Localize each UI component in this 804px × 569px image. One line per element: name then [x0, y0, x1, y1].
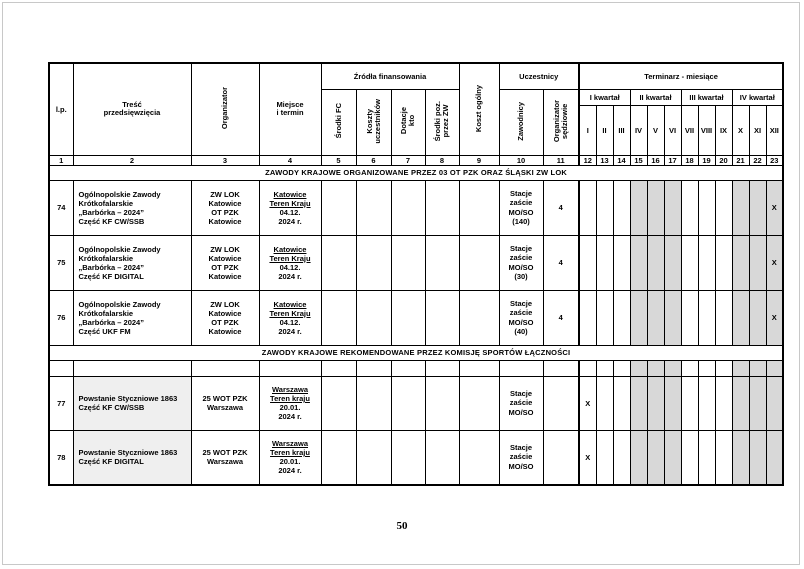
- row-month-3: [613, 376, 630, 430]
- row-title: [73, 235, 191, 290]
- row-lp: 77: [49, 376, 73, 430]
- row-organizer: [191, 430, 259, 485]
- row-funding-cell: [391, 180, 425, 235]
- row-month-12: X: [766, 235, 783, 290]
- text-line: Powstanie Styczniowe 1863: [78, 394, 178, 403]
- text-line: zaście: [509, 398, 533, 408]
- row-month-7: [681, 430, 698, 485]
- spacer-cell: [681, 360, 698, 376]
- row-competitors: [499, 290, 543, 345]
- header-funding-3: [391, 89, 425, 155]
- column-number: 21: [732, 155, 749, 165]
- row-title: [73, 376, 191, 430]
- row-judges: 4: [543, 235, 579, 290]
- row-funding-cell: [459, 376, 499, 430]
- row-month-10: [732, 290, 749, 345]
- spacer-cell: [766, 360, 783, 376]
- text-line: 2024 r.: [278, 466, 302, 475]
- row-month-5: [647, 180, 664, 235]
- header-month-12: XII: [766, 105, 783, 155]
- column-number: 16: [647, 155, 664, 165]
- header-month-7: VII: [681, 105, 698, 155]
- row-month-9: [715, 180, 732, 235]
- row-funding-cell: [425, 235, 459, 290]
- row-competitors: [499, 180, 543, 235]
- text-line: Katowice: [273, 189, 307, 199]
- header-month-1: I: [579, 105, 596, 155]
- column-number: 6: [356, 155, 391, 165]
- text-line: (40): [514, 326, 528, 336]
- row-funding-cell: [356, 235, 391, 290]
- text-line: Katowice: [208, 198, 242, 208]
- column-number: 5: [321, 155, 356, 165]
- table-row: [49, 235, 783, 290]
- spacer-cell: [321, 360, 356, 376]
- text-line: MO/SO: [508, 262, 534, 272]
- row-funding-cell: [356, 430, 391, 485]
- column-number: 7: [391, 155, 425, 165]
- row-month-11: [749, 180, 766, 235]
- page-number: 50: [396, 520, 408, 532]
- row-funding-cell: [356, 290, 391, 345]
- text-line: 2024 r.: [278, 216, 302, 226]
- section-row: [49, 165, 783, 180]
- text-line: Teren Kraju: [269, 308, 311, 318]
- row-funding-cell: [321, 376, 356, 430]
- row-month-5: [647, 430, 664, 485]
- row-funding-cell: [356, 180, 391, 235]
- header-month-3: III: [613, 105, 630, 155]
- column-number: 4: [259, 155, 321, 165]
- header-funding-group: Źródła finansowania: [321, 63, 459, 89]
- row-month-2: [596, 376, 613, 430]
- text-line: Część UKF FM: [78, 326, 131, 336]
- row-place: [259, 430, 321, 485]
- column-number: 15: [630, 155, 647, 165]
- text-line: MO/SO: [508, 317, 534, 327]
- spacer-cell: [596, 360, 613, 376]
- text-line: OT PZK: [211, 317, 239, 327]
- text-line: Część KF CW/SSB: [78, 403, 145, 412]
- text-line: Warszawa: [272, 439, 308, 448]
- row-month-5: [647, 235, 664, 290]
- text-line: Katowice: [208, 308, 242, 318]
- spacer-cell: [459, 360, 499, 376]
- table-row: [49, 430, 783, 485]
- text-line: Stacje: [509, 243, 533, 253]
- row-month-10: [732, 180, 749, 235]
- row-funding-cell: [356, 376, 391, 430]
- text-line: Ogólnopolskie Zawody: [78, 189, 161, 199]
- column-number: 14: [613, 155, 630, 165]
- row-funding-cell: [459, 235, 499, 290]
- text-line: 2024 r.: [278, 412, 302, 421]
- row-funding-cell: [459, 180, 499, 235]
- text-line: Krótkofalarskie: [78, 198, 134, 208]
- header-place: Miejsce i termin: [259, 63, 321, 155]
- row-month-1: X: [579, 430, 596, 485]
- row-funding-cell: [321, 235, 356, 290]
- row-month-6: [664, 376, 681, 430]
- row-funding-cell: [425, 290, 459, 345]
- row-month-3: [613, 430, 630, 485]
- row-judges: 4: [543, 290, 579, 345]
- spacer-cell: [191, 360, 259, 376]
- row-month-7: [681, 376, 698, 430]
- row-organizer: [191, 235, 259, 290]
- row-funding-cell: [391, 290, 425, 345]
- row-month-9: [715, 376, 732, 430]
- section-title: ZAWODY KRAJOWE REKOMENDOWANE PRZEZ KOMISJĘ SPORTÓW ŁĄCZNOŚCI: [49, 345, 783, 360]
- header-month-4: IV: [630, 105, 647, 155]
- row-competitors: [499, 430, 543, 485]
- column-number: 19: [698, 155, 715, 165]
- text-line: OT PZK: [211, 262, 239, 272]
- column-number: 11: [543, 155, 579, 165]
- column-number: 18: [681, 155, 698, 165]
- row-title: [73, 430, 191, 485]
- row-judges: 4: [543, 180, 579, 235]
- row-month-3: [613, 180, 630, 235]
- row-month-12: X: [766, 290, 783, 345]
- header-participants-text: Organizator sędziowie: [551, 99, 569, 143]
- row-month-4: [630, 180, 647, 235]
- header-funding-text: Środki FC: [333, 103, 343, 139]
- text-line: 25 WOT PZK: [202, 394, 248, 403]
- header-participants-1: [499, 89, 543, 155]
- text-line: ZW LOK: [210, 244, 240, 254]
- spacer-row: [49, 360, 783, 376]
- row-month-2: [596, 235, 613, 290]
- text-line: MO/SO: [508, 461, 534, 471]
- column-number: 22: [749, 155, 766, 165]
- text-line: Krótkofalarskie: [78, 253, 134, 263]
- text-line: zaście: [509, 198, 533, 208]
- row-month-6: [664, 430, 681, 485]
- row-month-2: [596, 430, 613, 485]
- text-line: Warszawa: [272, 385, 308, 394]
- text-line: Warszawa: [207, 457, 243, 466]
- text-line: zaście: [509, 452, 533, 462]
- text-line: OT PZK: [211, 207, 239, 217]
- row-month-7: [681, 180, 698, 235]
- text-line: zaście: [509, 308, 533, 318]
- header-quarter-2: II kwartał: [630, 89, 681, 105]
- spacer-cell: [630, 360, 647, 376]
- text-line: 25 WOT PZK: [202, 448, 248, 457]
- row-month-6: [664, 290, 681, 345]
- spacer-cell: [647, 360, 664, 376]
- row-month-12: [766, 376, 783, 430]
- row-month-6: [664, 180, 681, 235]
- row-month-3: [613, 235, 630, 290]
- row-month-12: [766, 430, 783, 485]
- header-month-9: IX: [715, 105, 732, 155]
- text-line: Stacje: [509, 388, 533, 398]
- row-month-8: [698, 235, 715, 290]
- row-funding-cell: [459, 430, 499, 485]
- spacer-cell: [698, 360, 715, 376]
- header-total-cost: [459, 63, 499, 155]
- row-place: [259, 180, 321, 235]
- header-funding-text: Dotacje kto: [399, 107, 416, 135]
- row-judges: [543, 430, 579, 485]
- header-content: Treść przedsięwzięcia: [73, 63, 191, 155]
- row-lp: 74: [49, 180, 73, 235]
- text-line: MO/SO: [508, 407, 534, 417]
- row-lp: 76: [49, 290, 73, 345]
- section-row: [49, 345, 783, 360]
- column-number: 2: [73, 155, 191, 165]
- row-funding-cell: [425, 430, 459, 485]
- row-month-1: [579, 180, 596, 235]
- row-month-7: [681, 235, 698, 290]
- row-month-1: X: [579, 376, 596, 430]
- text-line: Część KF CW/SSB: [78, 216, 145, 226]
- row-month-5: [647, 290, 664, 345]
- table-row: [49, 290, 783, 345]
- row-place: [259, 290, 321, 345]
- events-plan-table: [48, 62, 784, 486]
- row-month-4: [630, 235, 647, 290]
- spacer-cell: [749, 360, 766, 376]
- text-line: 04.12.: [279, 317, 301, 327]
- row-place: [259, 376, 321, 430]
- text-line: Ogólnopolskie Zawody: [78, 299, 161, 309]
- row-organizer: [191, 290, 259, 345]
- text-line: Katowice: [208, 326, 242, 336]
- row-organizer: [191, 376, 259, 430]
- row-month-5: [647, 376, 664, 430]
- row-funding-cell: [459, 290, 499, 345]
- column-number: 9: [459, 155, 499, 165]
- text-line: Stacje: [509, 188, 533, 198]
- row-month-10: [732, 376, 749, 430]
- column-number: 1: [49, 155, 73, 165]
- section-title: ZAWODY KRAJOWE ORGANIZOWANE PRZEZ 03 OT PZK ORAZ ŚLĄSKI ZW LOK: [49, 165, 783, 180]
- header-schedule-group: Terminarz - miesiące: [579, 63, 783, 89]
- header-organizer: [191, 63, 259, 155]
- spacer-cell: [49, 360, 73, 376]
- row-funding-cell: [391, 235, 425, 290]
- row-month-8: [698, 290, 715, 345]
- row-month-8: [698, 376, 715, 430]
- row-month-4: [630, 290, 647, 345]
- column-number: 17: [664, 155, 681, 165]
- column-number: 10: [499, 155, 543, 165]
- spacer-cell: [613, 360, 630, 376]
- row-month-8: [698, 180, 715, 235]
- row-month-9: [715, 430, 732, 485]
- spacer-cell: [73, 360, 191, 376]
- text-line: 2024 r.: [278, 271, 302, 281]
- row-month-10: [732, 235, 749, 290]
- row-month-7: [681, 290, 698, 345]
- row-funding-cell: [321, 180, 356, 235]
- text-line: Teren kraju: [270, 394, 310, 403]
- header-funding-text: Środki poz. przez ZW: [433, 100, 450, 142]
- header-quarter-4: IV kwartał: [732, 89, 783, 105]
- row-judges: [543, 376, 579, 430]
- header-quarter-3: III kwartał: [681, 89, 732, 105]
- text-line: Powstanie Styczniowe 1863: [78, 448, 178, 457]
- row-month-4: [630, 430, 647, 485]
- text-line: Warszawa: [207, 403, 243, 412]
- header-participants-group: Uczestnicy: [499, 63, 579, 89]
- text-line: Katowice: [273, 299, 307, 309]
- text-line: (30): [514, 271, 528, 281]
- text-line: 04.12.: [279, 262, 301, 272]
- row-month-12: X: [766, 180, 783, 235]
- header-total-cost-text: Koszt ogólny: [474, 84, 484, 132]
- text-line: „Barbórka – 2024”: [78, 262, 144, 272]
- row-month-3: [613, 290, 630, 345]
- header-funding-text: Koszty uczestników: [364, 98, 382, 144]
- text-line: „Barbórka – 2024”: [78, 207, 144, 217]
- text-line: Katowice: [208, 216, 242, 226]
- row-month-2: [596, 290, 613, 345]
- text-line: Stacje: [509, 442, 533, 452]
- text-line: MO/SO: [508, 207, 534, 217]
- row-month-11: [749, 235, 766, 290]
- spacer-cell: [259, 360, 321, 376]
- header-organizer-text: Organizator: [220, 87, 230, 130]
- spacer-cell: [391, 360, 425, 376]
- row-month-1: [579, 235, 596, 290]
- column-number: 3: [191, 155, 259, 165]
- column-number: 12: [579, 155, 596, 165]
- row-organizer: [191, 180, 259, 235]
- row-lp: 75: [49, 235, 73, 290]
- header-month-2: II: [596, 105, 613, 155]
- column-number: 8: [425, 155, 459, 165]
- text-line: Teren Kraju: [269, 198, 311, 208]
- row-funding-cell: [425, 376, 459, 430]
- header-funding-4: [425, 89, 459, 155]
- text-line: 04.12.: [279, 207, 301, 217]
- row-competitors: [499, 235, 543, 290]
- row-month-11: [749, 290, 766, 345]
- header-month-11: XI: [749, 105, 766, 155]
- text-line: Część KF DIGITAL: [78, 457, 144, 466]
- text-line: Teren kraju: [270, 448, 310, 457]
- row-funding-cell: [391, 430, 425, 485]
- column-number: 20: [715, 155, 732, 165]
- header-participants-text: Zawodnicy: [516, 101, 526, 141]
- row-month-8: [698, 430, 715, 485]
- text-line: ZW LOK: [210, 299, 240, 309]
- column-number: 13: [596, 155, 613, 165]
- text-line: (140): [512, 216, 530, 226]
- spacer-cell: [732, 360, 749, 376]
- row-title: [73, 290, 191, 345]
- row-funding-cell: [391, 376, 425, 430]
- header-month-8: VIII: [698, 105, 715, 155]
- header-funding-1: [321, 89, 356, 155]
- row-funding-cell: [321, 430, 356, 485]
- table-body: [49, 165, 783, 485]
- text-line: 20.01.: [279, 403, 301, 412]
- text-line: „Barbórka – 2024”: [78, 317, 144, 327]
- text-line: Stacje: [509, 298, 533, 308]
- text-line: 2024 r.: [278, 326, 302, 336]
- row-month-4: [630, 376, 647, 430]
- row-title: [73, 180, 191, 235]
- text-line: 20.01.: [279, 457, 301, 466]
- text-line: Część KF DIGITAL: [78, 271, 144, 281]
- row-month-11: [749, 430, 766, 485]
- text-line: Krótkofalarskie: [78, 308, 134, 318]
- row-month-10: [732, 430, 749, 485]
- column-number: 23: [766, 155, 783, 165]
- spacer-cell: [664, 360, 681, 376]
- spacer-cell: [579, 360, 596, 376]
- header-participants-2: [543, 89, 579, 155]
- header-funding-2: [356, 89, 391, 155]
- spacer-cell: [425, 360, 459, 376]
- spacer-cell: [356, 360, 391, 376]
- header-lp: l.p.: [49, 63, 73, 155]
- row-month-2: [596, 180, 613, 235]
- row-month-11: [749, 376, 766, 430]
- spacer-cell: [543, 360, 579, 376]
- header-quarter-1: I kwartał: [579, 89, 630, 105]
- text-line: Katowice: [208, 271, 242, 281]
- spacer-cell: [499, 360, 543, 376]
- table-row: [49, 376, 783, 430]
- row-month-9: [715, 290, 732, 345]
- row-month-6: [664, 235, 681, 290]
- text-line: ZW LOK: [210, 189, 240, 199]
- table-header: [49, 63, 783, 165]
- spacer-cell: [715, 360, 732, 376]
- row-place: [259, 235, 321, 290]
- row-month-9: [715, 235, 732, 290]
- row-funding-cell: [321, 290, 356, 345]
- header-month-10: X: [732, 105, 749, 155]
- row-lp: 78: [49, 430, 73, 485]
- row-funding-cell: [425, 180, 459, 235]
- text-line: Katowice: [273, 244, 307, 254]
- text-line: Teren Kraju: [269, 253, 311, 263]
- text-line: Ogólnopolskie Zawody: [78, 244, 161, 254]
- row-month-1: [579, 290, 596, 345]
- table-row: [49, 180, 783, 235]
- text-line: zaście: [509, 253, 533, 263]
- header-month-5: V: [647, 105, 664, 155]
- header-month-6: VI: [664, 105, 681, 155]
- row-competitors: [499, 376, 543, 430]
- text-line: Katowice: [208, 253, 242, 263]
